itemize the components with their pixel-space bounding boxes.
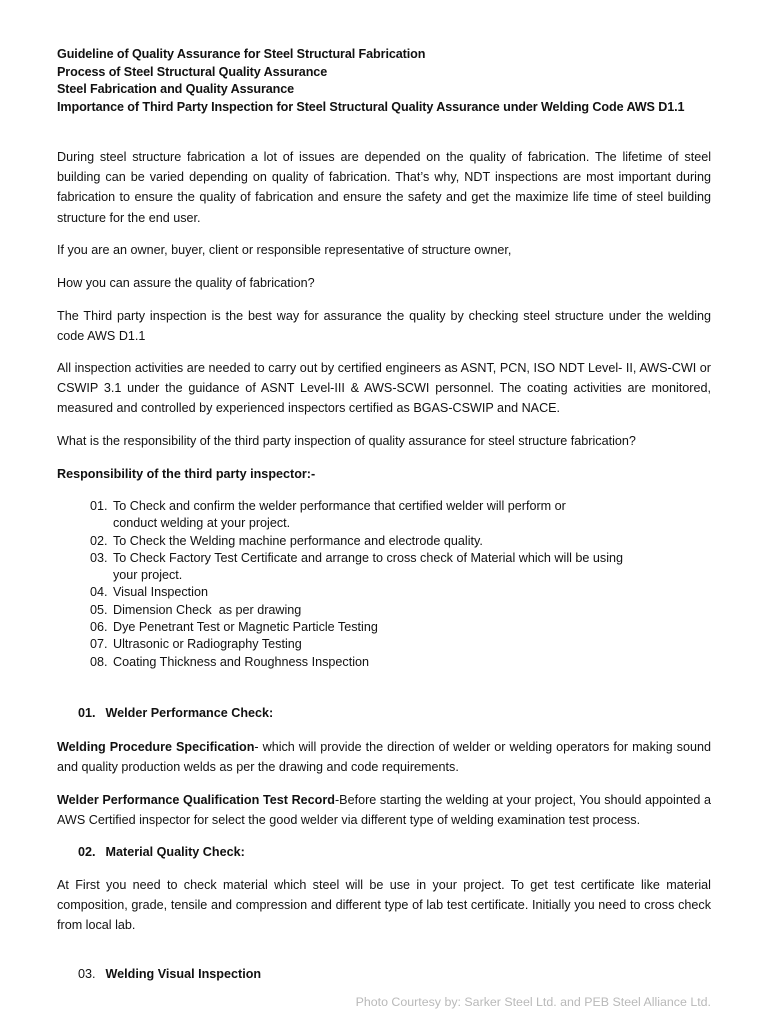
responsibility-list <box>90 498 650 671</box>
list-item-text: Ultrasonic or Radiography Testing <box>113 637 302 652</box>
section-title: Material Quality Check: <box>105 845 245 859</box>
list-item <box>90 498 650 533</box>
wps-paragraph <box>57 737 711 777</box>
section-number: 01. <box>78 706 96 720</box>
list-item-number: 08. <box>90 654 108 669</box>
list-item-number: 02. <box>90 533 108 548</box>
section-number: 03. <box>78 967 96 981</box>
activities-paragraph: All inspection activities are needed to carry out by certified engineers as ASNT, PCN, ISO NDT Level- II, AWS-CWI or CSWIP 3.1 under the guidance of ASNT Level-III & AWS-SCWI personnel. The coating activities are monitored, measured and controlled by experienced inspectors certified as BGAS-CSWIP and NACE. <box>57 361 711 416</box>
wpq-text: -Before starting the welding at your project, You should appointed a AWS Certified inspector for select the good welder via different type of welding examination test process. <box>57 793 711 828</box>
list-item <box>90 619 650 636</box>
list-item <box>90 636 650 653</box>
owner-paragraph: If you are an owner, buyer, client or responsible representative of structure owner, <box>57 243 512 257</box>
list-item-number: 05. <box>90 602 108 617</box>
section-heading-welder-performance <box>78 704 273 722</box>
list-item <box>90 584 650 601</box>
section-heading-material-quality <box>78 843 245 861</box>
list-item-text: To Check and confirm the welder performance that certified welder will perform or <box>113 499 566 513</box>
section-number: 02. <box>78 845 96 859</box>
list-item-number: 03. <box>90 550 108 565</box>
list-item-text: Dye Penetrant Test or Magnetic Particle Testing <box>113 620 378 635</box>
heading-1: Guideline of Quality Assurance for Steel Structural Fabrication <box>57 47 426 61</box>
list-item <box>90 602 650 619</box>
question-paragraph: What is the responsibility of the third party inspection of quality assurance for steel structure fabrication? <box>57 434 636 448</box>
section-title: Welder Performance Check: <box>105 706 274 720</box>
list-item-text: To Check Factory Test Certificate and arrange to cross check of Material which will be using <box>113 550 624 565</box>
third-party-paragraph: The Third party inspection is the best way for assurance the quality by checking steel structure under the welding code AWS D1.1 <box>57 309 711 344</box>
list-item-number: 01. <box>90 499 108 513</box>
list-item <box>90 654 650 671</box>
intro-paragraph: During steel structure fabrication a lot of issues are depended on the quality of fabrication. The lifetime of steel building can be varied depending on quality of fabrication. That’s why, NDT inspections are most important during fabrication to ensure the quality of fabrication and ensure the safety and get the maximize life time of steel building structure for the end user. <box>57 150 711 225</box>
photo-courtesy-footer: Photo Courtesy by: Sarker Steel Ltd. and PEB Steel Alliance Ltd. <box>355 995 711 1009</box>
list-item <box>90 533 650 550</box>
heading-3: Steel Fabrication and Quality Assurance <box>57 82 295 96</box>
list-item-number: 07. <box>90 637 108 652</box>
section-title: Welding Visual Inspection <box>105 967 262 981</box>
wps-term: Welding Procedure Specification <box>57 740 255 754</box>
heading-4: Importance of Third Party Inspection for Steel Structural Quality Assurance under Welding Code AWS D1.1 <box>57 99 685 114</box>
wps-text: - which will provide the direction of welder or welding operators for making sound and quality production welds as per the drawing and code requirements. <box>57 740 711 775</box>
responsibility-heading: Responsibility of the third party inspector:- <box>57 467 316 481</box>
heading-2: Process of Steel Structural Quality Assurance <box>57 64 328 79</box>
list-item <box>90 550 650 585</box>
wpq-paragraph <box>57 790 711 830</box>
how-paragraph: How you can assure the quality of fabrication? <box>57 276 315 290</box>
list-item-number: 06. <box>90 620 108 635</box>
list-item-continuation: your project. <box>113 568 183 583</box>
list-item-text: Coating Thickness and Roughness Inspection <box>113 654 370 669</box>
document-headings <box>57 46 717 116</box>
list-item-number: 04. <box>90 585 108 600</box>
material-paragraph: At First you need to check material which steel will be use in your project. To get test certificate like material composition, grade, tensile and compression and different type of lab test certificate. Initially you need to cross check from local lab. <box>57 878 711 933</box>
section-heading-visual-inspection <box>78 965 261 983</box>
wpq-term: Welder Performance Qualification Test Record <box>57 793 335 807</box>
list-item-text: To Check the Welding machine performance and electrode quality. <box>113 533 483 548</box>
list-item-text: Visual Inspection <box>113 585 208 600</box>
list-item-text: Dimension Check as per drawing <box>113 602 302 617</box>
list-item-continuation: conduct welding at your project. <box>113 516 291 531</box>
